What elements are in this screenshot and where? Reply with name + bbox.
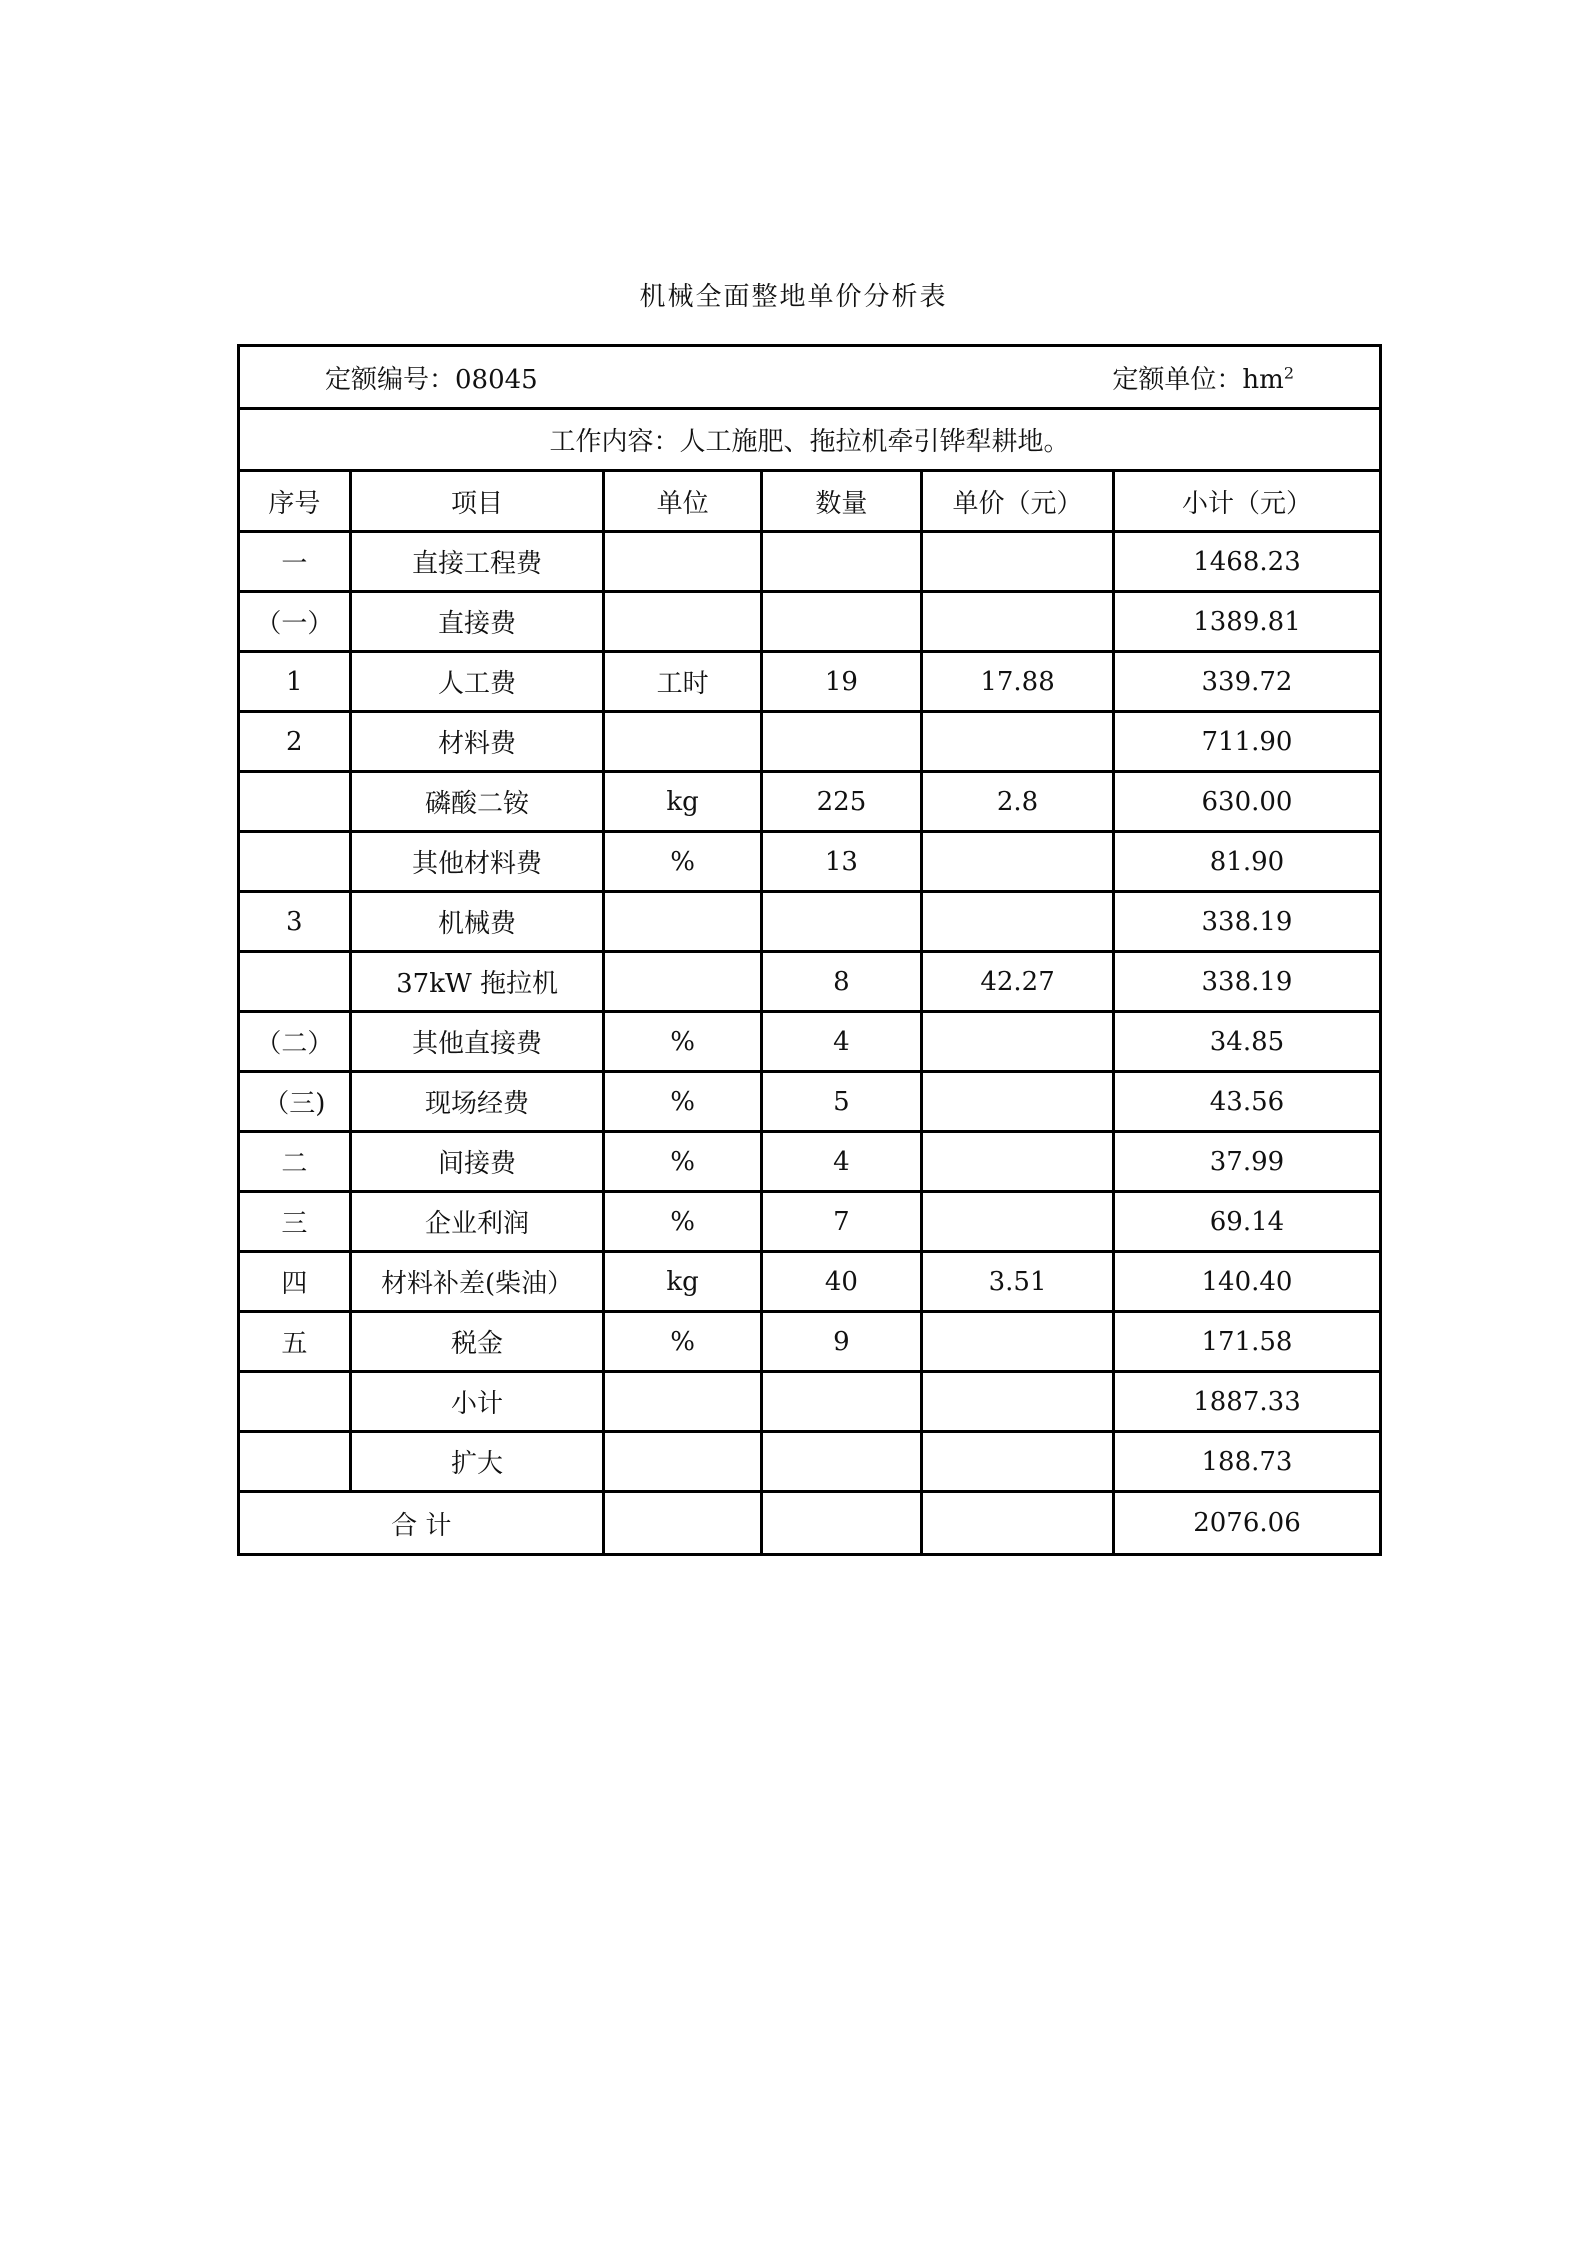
row-unit-price: 17.88 (922, 652, 1114, 712)
row-quantity: 13 (761, 832, 921, 892)
table-row (239, 1252, 1381, 1312)
row-unit (604, 892, 761, 952)
row-subtotal: 171.58 (1113, 1312, 1380, 1372)
row-unit: kg (604, 1252, 761, 1312)
row-quantity (761, 592, 921, 652)
row-subtotal: 140.40 (1113, 1252, 1380, 1312)
column-header: 数量 (761, 471, 921, 532)
table-row (239, 1132, 1381, 1192)
row-index: 3 (239, 892, 351, 952)
row-unit-price (922, 1132, 1114, 1192)
row-quantity: 19 (761, 652, 921, 712)
row-index: 三 (239, 1192, 351, 1252)
row-quantity (761, 712, 921, 772)
page-title: 机械全面整地单价分析表 (639, 282, 948, 312)
table-row (239, 1432, 1381, 1492)
row-unit-price: 3.51 (922, 1252, 1114, 1312)
row-item: 企业利润 (350, 1192, 604, 1252)
row-subtotal: 37.99 (1113, 1132, 1380, 1192)
row-subtotal: 69.14 (1113, 1192, 1380, 1252)
row-unit: % (604, 832, 761, 892)
row-unit (604, 952, 761, 1012)
total-row (239, 1492, 1381, 1555)
row-subtotal: 34.85 (1113, 1012, 1380, 1072)
row-unit-price (922, 892, 1114, 952)
table-row (239, 1072, 1381, 1132)
row-item: 人工费 (350, 652, 604, 712)
row-quantity (761, 1372, 921, 1432)
unit-price-analysis-table (237, 344, 1382, 1556)
row-index (239, 832, 351, 892)
row-subtotal: 339.72 (1113, 652, 1380, 712)
row-quantity: 40 (761, 1252, 921, 1312)
total-label: 合 计 (239, 1492, 604, 1555)
row-subtotal: 188.73 (1113, 1432, 1380, 1492)
row-subtotal: 338.19 (1113, 892, 1380, 952)
row-subtotal: 1389.81 (1113, 592, 1380, 652)
table-row (239, 892, 1381, 952)
row-subtotal: 1887.33 (1113, 1372, 1380, 1432)
row-index: （二） (239, 1012, 351, 1072)
row-unit-price (922, 1312, 1114, 1372)
table-row (239, 1192, 1381, 1252)
row-item: 现场经费 (350, 1072, 604, 1132)
row-item: 直接费 (350, 592, 604, 652)
table-row (239, 1372, 1381, 1432)
column-header: 小计（元） (1113, 471, 1380, 532)
column-header: 单位 (604, 471, 761, 532)
row-quantity: 8 (761, 952, 921, 1012)
row-unit (604, 712, 761, 772)
row-unit (604, 1372, 761, 1432)
row-quantity: 4 (761, 1012, 921, 1072)
row-unit: % (604, 1012, 761, 1072)
column-header: 序号 (239, 471, 351, 532)
quota-number: 定额编号：08045 (325, 364, 538, 395)
row-unit-price: 42.27 (922, 952, 1114, 1012)
row-unit (604, 532, 761, 592)
empty-cell (922, 1492, 1114, 1555)
row-index: 2 (239, 712, 351, 772)
row-item: 材料补差(柴油） (350, 1252, 604, 1312)
row-unit-price (922, 1372, 1114, 1432)
row-subtotal: 1468.23 (1113, 532, 1380, 592)
row-index: 一 (239, 532, 351, 592)
row-quantity: 4 (761, 1132, 921, 1192)
row-unit: % (604, 1072, 761, 1132)
row-index: 1 (239, 652, 351, 712)
row-quantity: 5 (761, 1072, 921, 1132)
quota-unit: 定额单位：$hm^2$ (1112, 362, 1294, 395)
row-index: 五 (239, 1312, 351, 1372)
row-subtotal: 81.90 (1113, 832, 1380, 892)
row-unit: 工时 (604, 652, 761, 712)
row-unit (604, 592, 761, 652)
table-row (239, 532, 1381, 592)
row-item: 磷酸二铵 (350, 772, 604, 832)
column-header: 项目 (350, 471, 604, 532)
row-unit-price (922, 1072, 1114, 1132)
table-row (239, 832, 1381, 892)
row-unit-price (922, 712, 1114, 772)
row-unit (604, 1432, 761, 1492)
row-quantity: 9 (761, 1312, 921, 1372)
row-subtotal: 338.19 (1113, 952, 1380, 1012)
row-index: （三) (239, 1072, 351, 1132)
empty-cell (604, 1492, 761, 1555)
row-quantity (761, 892, 921, 952)
column-header-row (239, 471, 1381, 532)
row-index: 二 (239, 1132, 351, 1192)
row-subtotal: 630.00 (1113, 772, 1380, 832)
table-row (239, 1012, 1381, 1072)
work-content-row (239, 409, 1381, 471)
column-header: 单价（元） (922, 471, 1114, 532)
table-row (239, 952, 1381, 1012)
row-unit-price (922, 832, 1114, 892)
table-row (239, 592, 1381, 652)
row-item: 37kW 拖拉机 (350, 952, 604, 1012)
row-item: 其他材料费 (350, 832, 604, 892)
row-unit: % (604, 1192, 761, 1252)
row-item: 其他直接费 (350, 1012, 604, 1072)
row-index (239, 1372, 351, 1432)
row-unit: % (604, 1132, 761, 1192)
row-index: 四 (239, 1252, 351, 1312)
row-unit-price (922, 1192, 1114, 1252)
row-item: 直接工程费 (350, 532, 604, 592)
quota-header-row (239, 346, 1381, 409)
row-quantity (761, 532, 921, 592)
row-index (239, 952, 351, 1012)
row-index: （一） (239, 592, 351, 652)
row-item: 税金 (350, 1312, 604, 1372)
row-unit: % (604, 1312, 761, 1372)
row-unit-price: 2.8 (922, 772, 1114, 832)
row-item: 间接费 (350, 1132, 604, 1192)
row-quantity (761, 1432, 921, 1492)
row-unit-price (922, 1012, 1114, 1072)
row-subtotal: 43.56 (1113, 1072, 1380, 1132)
row-unit-price (922, 532, 1114, 592)
table-row (239, 652, 1381, 712)
row-quantity: 225 (761, 772, 921, 832)
table-row (239, 712, 1381, 772)
row-quantity: 7 (761, 1192, 921, 1252)
row-index (239, 772, 351, 832)
table-row (239, 1312, 1381, 1372)
row-unit-price (922, 592, 1114, 652)
total-subtotal: 2076.06 (1113, 1492, 1380, 1555)
row-item: 材料费 (350, 712, 604, 772)
row-item: 机械费 (350, 892, 604, 952)
table-row (239, 772, 1381, 832)
row-item: 小计 (350, 1372, 604, 1432)
row-index (239, 1432, 351, 1492)
work-content: 工作内容：人工施肥、拖拉机牵引铧犁耕地。 (239, 409, 1381, 471)
empty-cell (761, 1492, 921, 1555)
row-subtotal: 711.90 (1113, 712, 1380, 772)
row-unit-price (922, 1432, 1114, 1492)
row-item: 扩大 (350, 1432, 604, 1492)
row-unit: kg (604, 772, 761, 832)
